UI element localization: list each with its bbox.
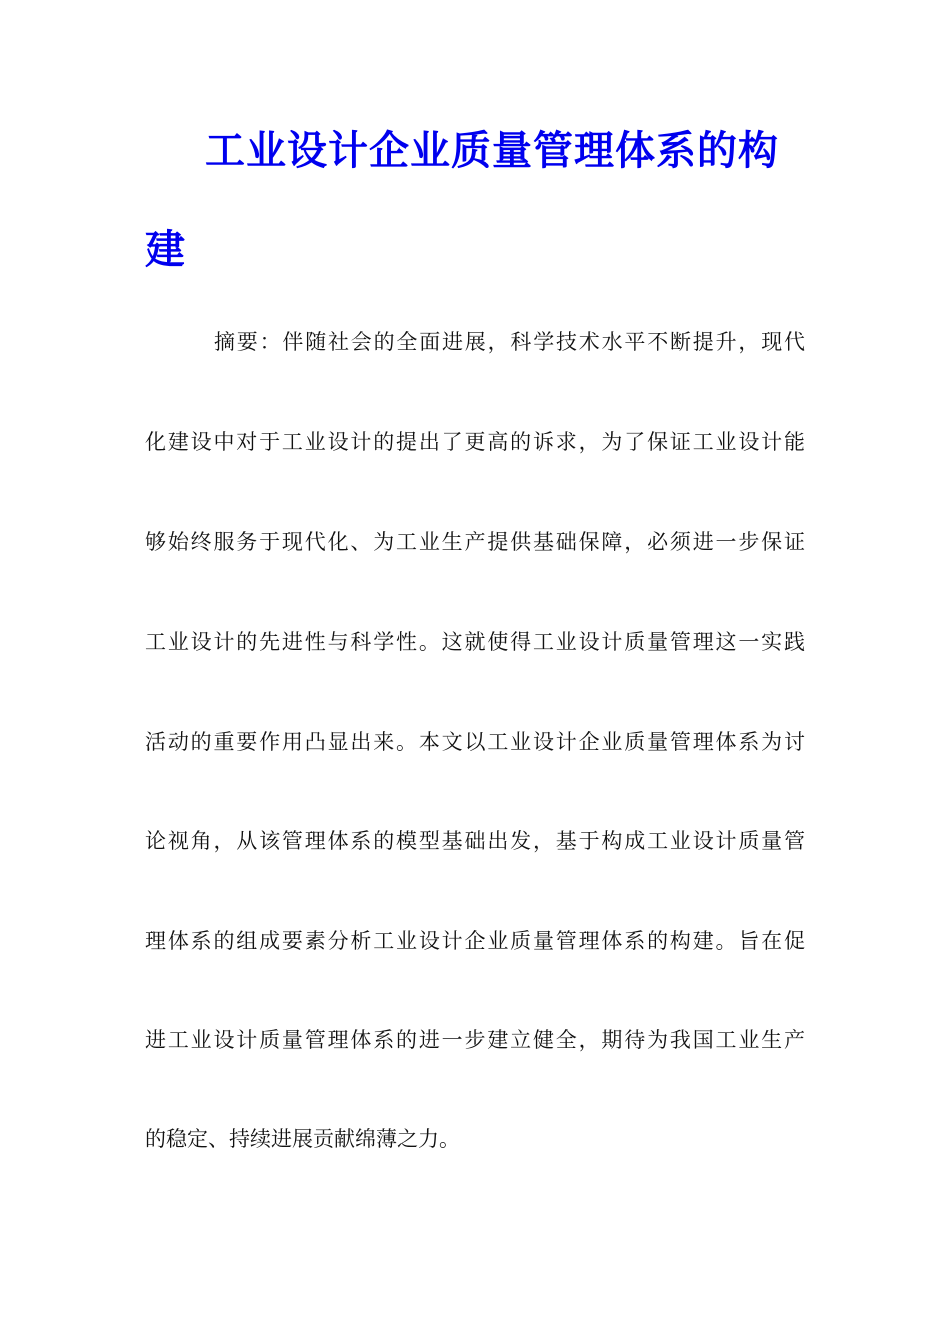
document-title-line-2: 建 (145, 227, 186, 273)
abstract-line-7: 理体系的组成要素分析工业设计企业质量管理体系的构建。旨在促 (145, 929, 805, 953)
abstract-line-2: 化建设中对于工业设计的提出了更高的诉求，为了保证工业设计能 (145, 430, 805, 454)
abstract-line-8: 进工业设计质量管理体系的进一步建立健全，期待为我国工业生产 (145, 1028, 805, 1052)
abstract-line-5: 活动的重要作用凸显出来。本文以工业设计企业质量管理体系为讨 (145, 730, 805, 754)
document-title-line-1: 工业设计企业质量管理体系的构 (205, 128, 779, 174)
abstract-line-9: 的稳定、持续进展贡献绵薄之力。 (145, 1127, 460, 1151)
abstract-line-6: 论视角，从该管理体系的模型基础出发，基于构成工业设计质量管 (145, 829, 805, 853)
abstract-line-4: 工业设计的先进性与科学性。这就使得工业设计质量管理这一实践 (145, 630, 805, 654)
abstract-line-3: 够始终服务于现代化、为工业生产提供基础保障，必须进一步保证 (145, 530, 805, 554)
abstract-line-1: 摘要：伴随社会的全面进展，科学技术水平不断提升，现代 (214, 330, 805, 354)
